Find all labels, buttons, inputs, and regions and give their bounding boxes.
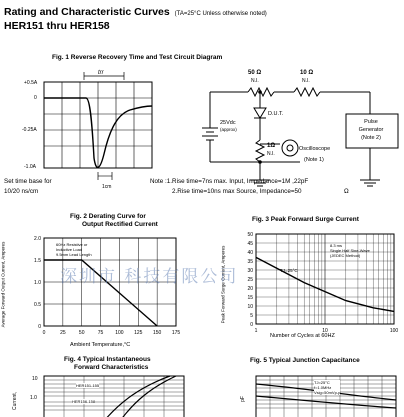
fig2-ytick: 0 <box>38 324 41 330</box>
fig3-ytick: 20 <box>247 286 253 292</box>
fig4-ytick-1: 1.0 <box>30 395 37 401</box>
fig1-ytick-min: -1.0A <box>24 164 36 170</box>
fig2-legend: 60Hz Resistive or Inductive Load 9.5mm Lead Length <box>56 242 92 257</box>
fig4-ytick-10: 10 <box>32 376 38 382</box>
fig2-xtick: 75 <box>97 330 104 336</box>
r2-value: 10 Ω <box>300 70 314 76</box>
fig1-ytick-neg: -0.25A <box>22 127 37 133</box>
page-subtitle: HER151 thru HER158 <box>4 20 110 32</box>
scope-label: Oscilloscope <box>299 146 331 152</box>
fig4-ylabel: Current, <box>12 391 19 411</box>
dut-label: D.U.T. <box>268 111 284 117</box>
pulse-generator-label: Pulse Generator (Note 2) <box>358 119 384 141</box>
fig3-caption: Fig. 3 Peak Forward Surge Current <box>252 216 359 223</box>
fig2-xtick: 100 <box>115 330 124 336</box>
watermark: 深圳市 科技有限公司 <box>60 267 239 287</box>
trr-label: trr <box>98 70 104 76</box>
fig3-ytick: 15 <box>247 295 253 301</box>
time-scale-label: 10/20 ns/cm <box>4 188 39 195</box>
fig3-xtick: 100 <box>389 328 399 334</box>
test-condition: (TA=25°C Unless otherwise noted) <box>174 11 267 17</box>
scale-1cm-label: 1cm <box>102 184 112 190</box>
fig2-xtick: 175 <box>171 330 181 336</box>
fig2-xtick: 25 <box>60 330 66 336</box>
page-title: Rating and Characteristic Curves (TA=25°C Unless otherwise noted) <box>4 6 267 18</box>
fig3-ylabel: Peak Forward Surge Current, Amperes <box>220 245 226 324</box>
fig4-label-1: HER151-155 <box>76 383 100 388</box>
fig2-xtick: 150 <box>152 330 162 336</box>
fig3-ytick: 5 <box>250 313 253 319</box>
fig2-ytick: 1.0 <box>34 280 41 286</box>
fig2-ylabel: Average Forward Output Current, Amperes <box>0 241 6 328</box>
fig3-ytick: 35 <box>247 259 253 265</box>
fig1-caption: Fig. 1 Reverse Recovery Time and Test Circuit Diagram <box>52 54 223 61</box>
fig2-xtick: 50 <box>78 330 85 336</box>
r3-value: 1Ω <box>267 143 276 149</box>
r2-sub: N.I. <box>302 78 310 84</box>
note-1: Note :1.Rise time=7ns max. Input, Impedance=1M ,22pF <box>150 178 309 185</box>
fig3-legend: 8.3 ms Single Half Sine-Wave (JEDEC Method) <box>330 243 370 258</box>
fig3-ytick: 30 <box>247 268 253 274</box>
fig2-caption-1: Fig. 2 Derating Curve for <box>70 213 146 220</box>
fig3-xtick: 1 <box>254 328 258 334</box>
fig2-chart <box>0 228 200 358</box>
battery-sub: (approx) <box>220 127 237 132</box>
fig3-ytick: 0 <box>250 322 253 328</box>
fig2-caption-2: Output Rectified Current <box>82 221 158 228</box>
fig5-caption: Fig. 5 Typical Junction Capacitance <box>250 357 360 364</box>
fig2-ytick: 1.5 <box>34 258 41 264</box>
scope-note: (Note 1) <box>304 157 324 163</box>
fig5-legend: TJ=25°C f=1.0MHz Vsig=50mVp-p <box>314 380 341 395</box>
fig3-ytick: 25 <box>247 277 253 283</box>
fig2-xtick: 125 <box>134 330 143 336</box>
battery-label: 25Vdc <box>220 120 236 126</box>
fig3-ytick: 50 <box>247 232 253 238</box>
fig3-xlabel: Number of Cycles at 60HZ <box>270 333 335 339</box>
fig2-xlabel: Ambient Temperature,°C <box>70 342 131 348</box>
note-2: 2.Rise time=10ns max Source, Impedance=50 <box>172 188 302 195</box>
fig2-ytick: 2.0 <box>34 236 41 242</box>
fig3-ytick: 40 <box>247 250 253 256</box>
fig4-caption-2: Forward Characteristics <box>74 364 149 371</box>
fig2-ytick: 0.5 <box>34 302 41 308</box>
note-2-omega: Ω <box>344 188 349 195</box>
fig2-xtick: 0 <box>42 330 46 336</box>
fig3-curve-label: TJ=25°C <box>280 268 298 273</box>
fig3-ytick: 45 <box>247 241 253 247</box>
fig3-xtick: 10 <box>322 328 328 334</box>
fig1-ytick-zero: 0 <box>34 95 37 101</box>
fig5-ylabel: pF <box>239 396 246 402</box>
fig4-label-2: HER156-158 <box>72 399 96 404</box>
r3-sub: N.I. <box>267 151 275 157</box>
fig4-caption-1: Fig. 4 Typical Instantaneous <box>64 356 151 363</box>
fig5-chart <box>200 370 404 417</box>
time-base-label: Set time base for <box>4 178 52 185</box>
fig1-ytick-pos: +0.5A <box>24 80 38 86</box>
r1-value: 50 Ω <box>248 70 262 76</box>
r1-sub: N.I. <box>251 78 259 84</box>
fig3-ytick: 10 <box>247 304 253 310</box>
